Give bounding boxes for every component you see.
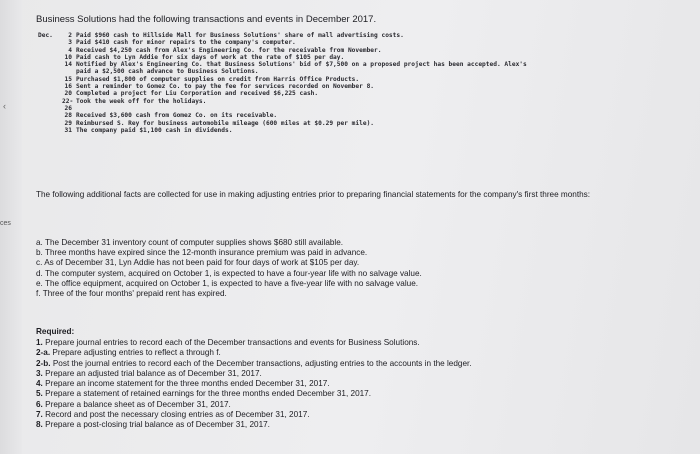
required-text: Prepare an adjusted trial balance as of December 31, 2017. [45, 368, 262, 378]
required-number: 5. [36, 389, 43, 399]
transaction-row [38, 47, 678, 54]
required-text: Prepare a balance sheet as of December 31, 2017. [45, 399, 231, 409]
transaction-text: Completed a project for Liu Corporation and received $6,225 cash. [76, 90, 319, 98]
transaction-day: 15 [64, 75, 72, 83]
fact-letter: d. [36, 268, 43, 278]
transaction-text: Received $4,250 cash from Alex's Engineering Co. for the receivable from November. [76, 46, 382, 54]
transaction-day: 16 [64, 83, 72, 91]
transaction-day [62, 68, 76, 75]
fact-item [36, 289, 636, 299]
transaction-month [38, 127, 62, 134]
transaction-text: Notified by Alex's Engineering Co. that Business Solutions' bid of $7,500 on a proposed project has been accepted. Alex's [76, 61, 527, 69]
required-item [36, 359, 656, 369]
transaction-row [38, 68, 678, 75]
transaction-month [38, 98, 62, 105]
fact-text: The office equipment, acquired on October 1, is expected to have a five-year life with no salvage value. [44, 278, 419, 288]
transaction-month [38, 54, 62, 61]
fact-item [36, 248, 636, 258]
transaction-month [38, 105, 62, 112]
transaction-day: 28 [64, 112, 72, 120]
transaction-month [38, 83, 62, 90]
collapse-arrow-icon[interactable]: ‹ [3, 101, 6, 111]
left-panel-strip [0, 0, 22, 454]
required-text: Post the journal entries to record each of the December transactions, adjusting entries to the accounts in the ledger. [52, 358, 472, 368]
required-text: Prepare adjusting entries to reflect a through f. [52, 348, 221, 358]
required-text: Prepare a statement of retained earnings for the three months ended December 31, 2017. [45, 389, 372, 399]
required-number: 6. [36, 399, 43, 409]
fact-item [36, 269, 636, 279]
transaction-row [38, 98, 678, 105]
transaction-row [38, 112, 678, 119]
required-text: Prepare journal entries to record each of the December transactions and events for Business Solutions. [45, 338, 420, 347]
transaction-day: 22- [62, 97, 74, 105]
required-list [36, 338, 656, 431]
fact-letter: a. [36, 238, 43, 247]
required-number: 2-a. [36, 348, 51, 358]
transaction-text: paid a $2,500 cash advance to Business Solutions. [76, 68, 259, 76]
transaction-day: 31 [64, 126, 72, 134]
transaction-text: Took the week off for the holidays. [76, 97, 207, 105]
transaction-day: 20 [64, 90, 72, 98]
required-item [36, 379, 656, 389]
transaction-day: 26 [64, 104, 72, 112]
fact-text: As of December 31, Lyn Addie has not been paid for four days of work at $105 per day. [44, 258, 360, 268]
required-number: 4. [36, 379, 43, 389]
fact-letter: e. [36, 278, 43, 288]
required-item [36, 389, 656, 399]
transaction-row [38, 90, 678, 97]
required-number: 1. [36, 338, 43, 347]
fact-letter: f. [36, 289, 41, 299]
transaction-month [38, 90, 62, 97]
transaction-text: The company paid $1,100 cash in dividends. [76, 126, 233, 134]
left-panel-label: ces [0, 220, 11, 227]
transaction-month [38, 39, 62, 46]
fact-text: The computer system, acquired on October 1, is expected to have a four-year life with no salvage value. [44, 268, 422, 278]
fact-letter: b. [36, 248, 43, 258]
transaction-day: 14 [64, 61, 72, 69]
required-item [36, 348, 656, 358]
required-title: Required: [36, 327, 75, 336]
transaction-month [38, 68, 62, 75]
fact-item [36, 279, 636, 289]
transaction-text: Reimbursed S. Rey for business automobile mileage (600 miles at $0.29 per mile). [76, 119, 375, 127]
transaction-row [38, 39, 678, 46]
transaction-text: Purchased $1,800 of computer supplies on credit from Harris Office Products. [76, 75, 360, 83]
transaction-day: 4 [68, 46, 72, 54]
additional-facts-intro: The following additional facts are collected for use in making adjusting entries prior to preparing financial statements for the company's first three months: [36, 190, 591, 199]
problem-heading: Business Solutions had the following transactions and events in December 2017. [36, 14, 377, 25]
transaction-month: Dec. [38, 32, 53, 39]
required-number: 8. [36, 420, 43, 430]
fact-text: The December 31 inventory count of computer supplies shows $680 still available. [44, 238, 344, 247]
fact-item [36, 258, 636, 268]
transaction-month [38, 120, 62, 127]
required-item [36, 338, 656, 348]
required-text: Prepare an income statement for the three months ended December 31, 2017. [45, 379, 330, 389]
required-text: Prepare a post-closing trial balance as of December 31, 2017. [45, 420, 270, 430]
transaction-text: Sent a reminder to Gomez Co. to pay the fee for services recorded on November 8. [76, 83, 375, 91]
fact-text: Three months have expired since the 12-month insurance premium was paid in advance. [44, 248, 368, 258]
transaction-row [38, 127, 678, 134]
transaction-day: 2 [68, 32, 72, 39]
required-number: 2-b. [36, 358, 51, 368]
required-item [36, 369, 656, 379]
transaction-day: 10 [64, 53, 72, 61]
transaction-text: Paid cash to Lyn Addie for six days of work at the rate of $105 per day. [76, 53, 345, 61]
fact-text: Three of the four months' prepaid rent has expired. [42, 289, 227, 299]
required-text: Record and post the necessary closing entries as of December 31, 2017. [45, 410, 310, 420]
transaction-month [38, 76, 62, 83]
transaction-list [38, 32, 678, 134]
fact-letter: c. [36, 258, 43, 268]
required-number: 7. [36, 410, 43, 420]
transaction-text: Received $3,600 cash from Gomez Co. on its receivable. [76, 112, 278, 120]
transaction-month [38, 61, 62, 68]
additional-facts-list [36, 238, 636, 299]
transaction-text: Paid $410 cash for minor repairs to the company's computer. [76, 39, 296, 47]
transaction-row [38, 120, 678, 127]
transaction-month [38, 112, 62, 119]
transaction-month [38, 47, 62, 54]
required-item [36, 400, 656, 410]
transaction-row [38, 76, 678, 83]
required-item [36, 410, 656, 420]
required-number: 3. [36, 368, 43, 378]
transaction-day: 3 [68, 39, 72, 47]
transaction-text: Paid $960 cash to Hillside Mall for Business Solutions' share of mall advertising costs. [76, 32, 404, 39]
fact-item [36, 238, 636, 248]
required-item [36, 420, 656, 430]
transaction-day: 29 [64, 119, 72, 127]
